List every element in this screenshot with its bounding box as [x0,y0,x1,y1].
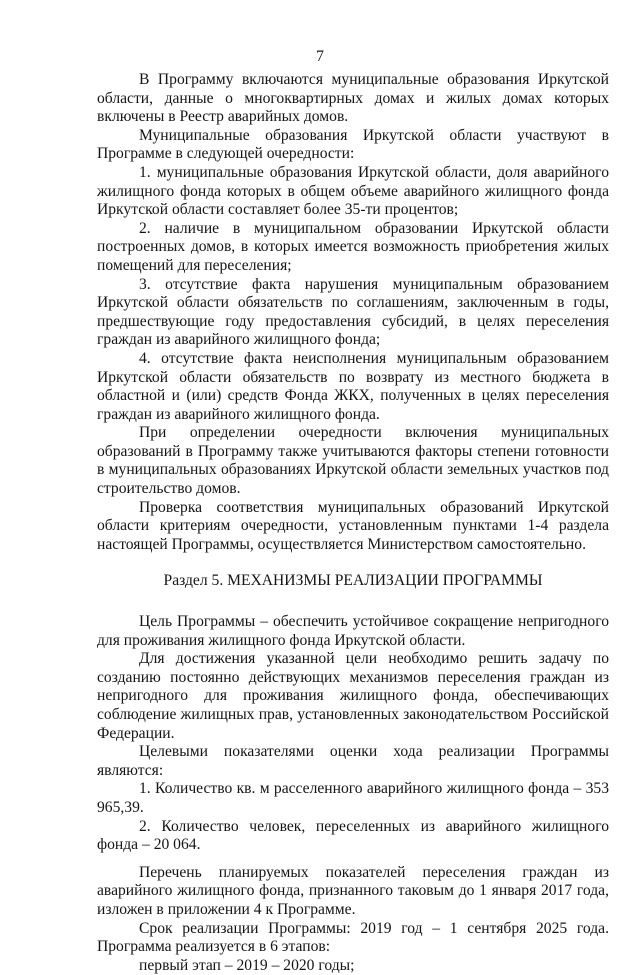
paragraph: Перечень планируемых показателей переселения граждан из аварийного жилищного фонда, признанного таковым до 1 января 2017 года, изложен в приложении 4 к Программе. [97,863,609,918]
document-body [97,71,609,975]
paragraph: Цель Программы – обеспечить устойчивое сокращение непригодного для проживания жилищного фонда Иркутской области. [97,613,609,649]
list-item: 3. отсутствие факта нарушения муниципальным образованием Иркутской области обязательств по соглашениям, заключенным в годы, предшествующие году предоставления субсидий, в целях переселения граждан из аварийного жилищного фонда; [97,275,609,349]
list-item: 1. Количество кв. м расселенного аварийного жилищного фонда – 353 965,39. [97,780,609,816]
list-item: 1. муниципальные образования Иркутской области, доля аварийного жилищного фонда которых в общем объеме аварийного жилищного фонда Иркутской области составляет более 35-ти процентов; [97,163,609,219]
page-number: 7 [316,48,324,65]
list-item: 4. отсутствие факта неисполнения муниципальным образованием Иркутской области обязательств по возврату из местного бюджета в областной и (или) средств Фонда ЖКХ, полученных в целях переселения граждан из аварийного жилищного фонда. [97,349,609,423]
list-item: 2. Количество человек, переселенных из аварийного жилищного фонда – 20 064. [97,817,609,854]
paragraph: Срок реализации Программы: 2019 год – 1 сентября 2025 года. Программа реализуется в 6 этапов: [97,919,609,956]
paragraph: При определении очередности включения муниципальных образований в Программу также учитываются факторы степени готовности в муниципальных образованиях Иркутской области земельных участков под строительство домов. [97,424,609,498]
spacer [97,855,609,864]
paragraph: первый этап – 2019 – 2020 годы; [139,956,355,974]
paragraph: Проверка соответствия муниципальных образований Иркутской области критериям очередности, установленным пунктами 1-4 раздела настоящей Программы, осуществляется Министерством самостоятельно. [97,498,609,553]
paragraph: Муниципальные образования Иркутской области участвуют в Программе в следующей очередности: [97,126,609,163]
paragraph: Для достижения указанной цели необходимо решить задачу по созданию постоянно действующих механизмов переселения граждан из непригодного для проживания жилищного фонда, обеспечивающих соблюдение жилищных прав, установленных законодательством Российской Федерации. [97,650,609,742]
paragraph: Целевыми показателями оценки хода реализации Программы являются: [97,743,609,779]
paragraph: В Программу включаются муниципальные образования Иркутской области, данные о многоквартирных домах и жилых домах которых включены в Реестр аварийных домов. [97,71,609,126]
section-title: Раздел 5. МЕХАНИЗМЫ РЕАЛИЗАЦИИ ПРОГРАММЫ [163,572,543,590]
list-item: 2. наличие в муниципальном образовании Иркутской области построенных домов, в которых имеется возможность приобретения жилых помещений для переселения; [97,219,609,274]
